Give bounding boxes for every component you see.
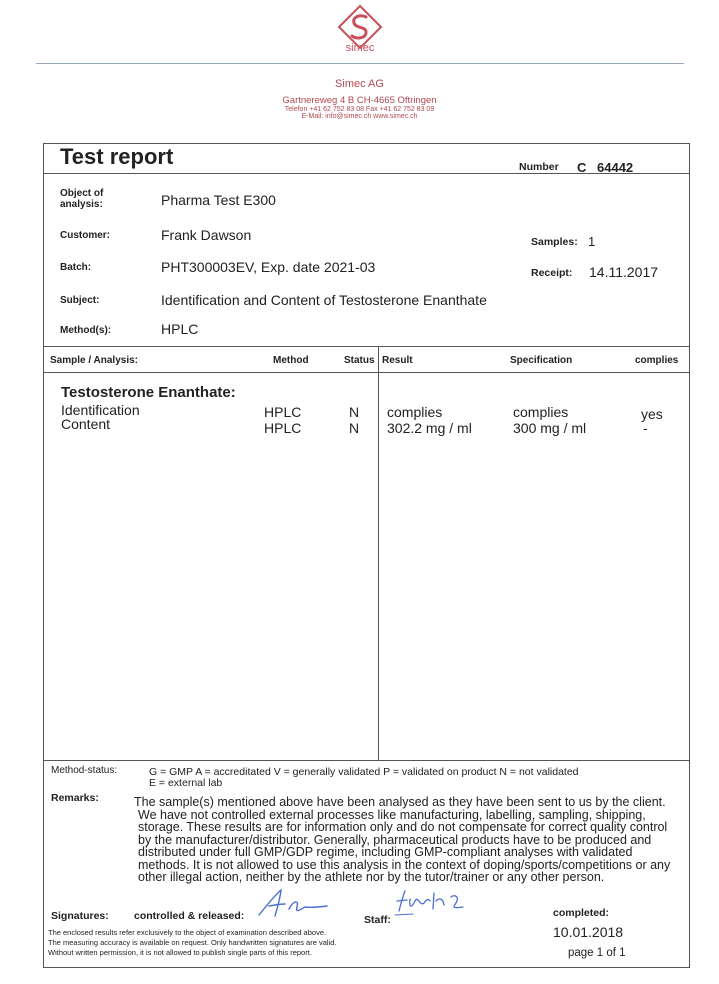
header-specification: Specification [510, 355, 573, 366]
header-method: Method [273, 355, 309, 366]
completed-label: completed: [553, 907, 610, 919]
header-complies: complies [635, 355, 679, 366]
page-number: page 1 of 1 [568, 947, 626, 959]
object-label-line2: analysis: [60, 199, 103, 210]
customer-label: Customer: [60, 230, 111, 241]
samples-label: Samples: [531, 236, 578, 248]
row-identification-specification: complies [513, 404, 569, 420]
row-identification-result: complies [387, 404, 443, 420]
subject-label: Subject: [60, 295, 100, 306]
row-identification-complies: yes [641, 406, 663, 422]
remarks-line: distributed under full GMP/GDP regime, including GMP-compliant analyses with validated [138, 845, 633, 859]
row-content-analysis: Content [61, 416, 111, 432]
remarks-label: Remarks: [51, 792, 99, 804]
disclaimer-line: Without written permission, it is not allowed to publish single parts of this report. [48, 948, 312, 957]
header-result: Result [382, 355, 413, 366]
logo-text: simec [345, 42, 375, 54]
methods-label: Method(s): [60, 325, 112, 336]
row-content-method: HPLC [264, 420, 302, 436]
number-prefix: C [577, 160, 587, 175]
batch-label: Batch: [60, 262, 92, 273]
row-identification-method: HPLC [264, 404, 302, 420]
report-number: 64442 [597, 160, 634, 175]
remarks-line: other illegal action, neither by the athlete nor by the tutor/trainer or any other person. [138, 870, 605, 884]
row-identification-analysis: Identification [61, 402, 140, 418]
company-email: E-Mail: info@simec.ch www.simec.ch [301, 113, 418, 120]
report-title: Test report [60, 144, 174, 169]
receipt-label: Receipt: [531, 267, 573, 279]
controlled-released-label: controlled & released: [134, 910, 245, 922]
row-identification-status: N [349, 404, 360, 420]
object-label [60, 188, 103, 210]
row-content-specification: 300 mg / ml [513, 420, 587, 436]
company-block [0, 78, 719, 120]
object-value: Pharma Test E300 [161, 192, 276, 208]
table-top-divider [43, 346, 690, 347]
header-status: Status [344, 355, 375, 366]
header-rule [36, 63, 684, 64]
object-label-line1: Object of [60, 188, 104, 199]
remarks-line: We have not controlled external processes like manufacturing, labelling, sampling, shipping, [138, 807, 646, 822]
disclaimer [48, 928, 336, 958]
signatures-label: Signatures: [51, 910, 109, 922]
company-address: Gartnereweg 4 B CH-4665 Oftringen [282, 95, 437, 106]
method-status-label: Method-status: [51, 765, 118, 776]
remarks-text [134, 796, 686, 884]
methods-value: HPLC [161, 321, 199, 337]
footer-divider [43, 760, 690, 761]
completed-date: 10.01.2018 [553, 924, 624, 940]
customer-value: Frank Dawson [161, 227, 252, 243]
remarks-line: The sample(s) mentioned above have been analysed as they have been sent to us by the client. [134, 795, 666, 809]
method-status-line1: G = GMP A = accreditated V = generally validated P = validated on product N = not validated [149, 766, 579, 778]
samples-value: 1 [588, 234, 596, 249]
receipt-value: 14.11.2017 [589, 264, 659, 280]
group-title: Testosterone Enanthate: [61, 384, 236, 401]
row-content-status: N [349, 420, 360, 436]
remarks-line: methods. It is not allowed to use this analysis in the context of doping/sports/competitions or any [138, 857, 671, 872]
row-content-result: 302.2 mg / ml [387, 420, 472, 436]
company-name: Simec AG [335, 78, 384, 90]
remarks-line: storage. These results are for information only and do not compensate for correct quality control [138, 820, 668, 834]
table-header-divider [43, 372, 690, 373]
remarks-line: by the manufacturer/distributor. Generally, pharmaceutical products have to be produced and [138, 832, 652, 847]
method-status-line2: E = external lab [149, 777, 223, 789]
number-label: Number [519, 161, 559, 173]
batch-value: PHT300003EV, Exp. date 2021-03 [161, 259, 376, 275]
row-content-complies: - [643, 420, 648, 436]
company-telephone: Telefon +41 62 752 83 08 Fax +41 62 752 83 09 [284, 106, 435, 113]
staff-label: Staff: [364, 914, 391, 926]
header-sample-analysis: Sample / Analysis: [50, 355, 138, 366]
result-column-divider [378, 346, 379, 760]
disclaimer-line: The enclosed results refer exclusively to the object of examination described above. [48, 928, 327, 937]
disclaimer-line: The measuring accuracy is available on request. Only handwritten signatures are valid. [48, 938, 337, 947]
title-divider [43, 173, 690, 174]
subject-value: Identification and Content of Testosterone Enanthate [161, 292, 487, 308]
